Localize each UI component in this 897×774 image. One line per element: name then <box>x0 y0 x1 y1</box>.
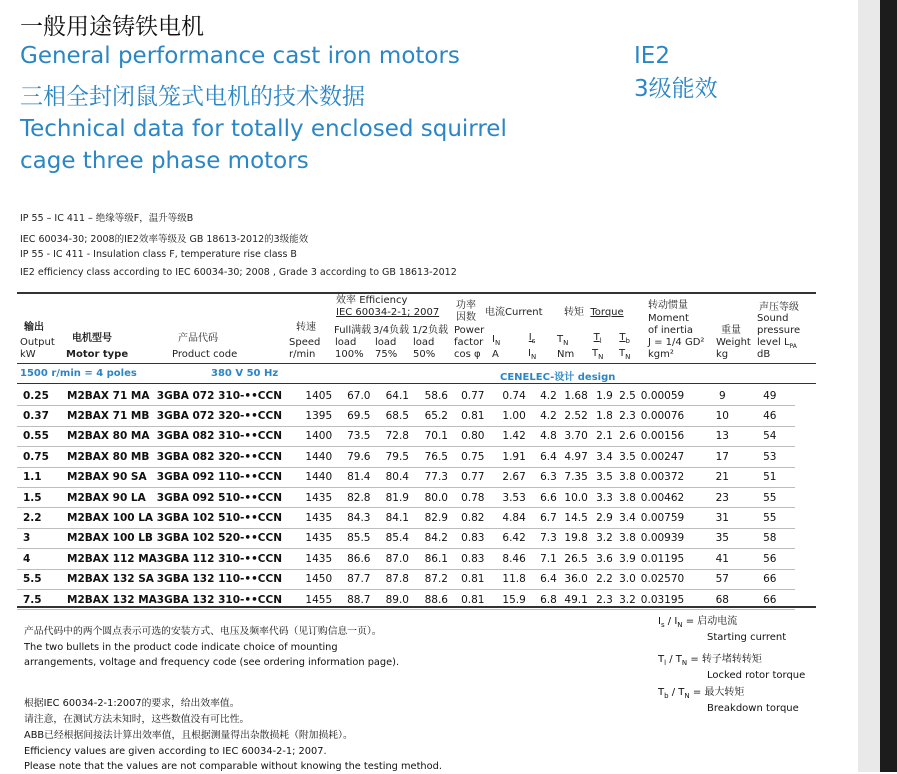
cell-sound-level: 49 <box>763 389 777 402</box>
header-efficiency-title: 效率 Efficiency <box>336 295 408 306</box>
table-bottom-rule <box>17 606 816 608</box>
cell-is-in: 4.8 <box>540 430 557 443</box>
cell-eff-100: 82.8 <box>347 491 371 504</box>
cell-eff-50: 82.9 <box>424 512 448 525</box>
cell-eff-100: 85.5 <box>347 532 371 545</box>
cell-product-code: 3GBA 132 110-••CCN <box>156 573 282 586</box>
header-sound-unit: dB <box>757 349 771 360</box>
table-row <box>17 406 795 426</box>
title-cn-line2: 三相全封闭鼠笼式电机的技术数据 <box>20 84 365 110</box>
header-product-code-cn: 产品代码 <box>178 333 218 344</box>
cell-is-in: 6.3 <box>540 471 557 484</box>
header-output-unit: kW <box>20 349 36 360</box>
header-tn-symbol: $T_N$ <box>557 334 569 347</box>
cell-current-in: 1.42 <box>502 430 526 443</box>
cell-eff-100: 86.6 <box>347 552 371 565</box>
cell-inertia: 0.00939 <box>640 532 685 545</box>
cell-power-factor: 0.78 <box>461 491 485 504</box>
table-row <box>17 487 795 507</box>
header-output-cn: 输出 <box>24 322 44 333</box>
cell-tl-tn: 3.2 <box>596 532 613 545</box>
header-tb-tn-ratio: $T_b$ $T_N$ <box>619 332 631 361</box>
header-in-symbol: $I_N$ <box>492 334 501 347</box>
header-load-word: load <box>335 337 357 348</box>
table-row <box>17 386 795 406</box>
cell-is-in: 7.3 <box>540 532 557 545</box>
cell-torque-tn: 36.0 <box>564 573 588 586</box>
header-sound-en2: pressure <box>757 325 801 336</box>
header-load-word: load <box>413 337 435 348</box>
cell-tl-tn: 3.6 <box>596 552 613 565</box>
cell-current-in: 1.00 <box>502 410 526 423</box>
header-product-code-en: Product code <box>172 349 238 360</box>
cell-output-kw: 0.75 <box>23 450 49 463</box>
cell-speed: 1440 <box>305 450 333 463</box>
cell-product-code: 3GBA 092 110-••CCN <box>156 471 282 484</box>
table-top-rule <box>17 292 816 294</box>
note-line: IP 55 - IC 411 - Insulation class F, temperature rise class B <box>20 249 297 260</box>
cell-product-code: 3GBA 132 310-••CCN <box>156 593 282 606</box>
legend-symbol: $T_l / T_N$ = 转子堵转转矩 <box>658 654 762 667</box>
cell-speed: 1435 <box>305 512 333 525</box>
cell-power-factor: 0.80 <box>461 430 485 443</box>
cell-eff-75: 85.4 <box>385 532 409 545</box>
cell-current-in: 11.8 <box>502 573 526 586</box>
motor-data-table <box>17 386 795 610</box>
header-pf-cn1: 功率 <box>456 300 476 311</box>
legend-symbol: $I_s / I_N$ = 启动电流 <box>658 616 738 629</box>
cell-current-in: 4.84 <box>502 512 526 525</box>
table-row <box>17 528 795 548</box>
cell-tb-tn: 3.0 <box>619 573 636 586</box>
header-output-en: Output <box>20 337 55 348</box>
cell-eff-75: 64.1 <box>385 389 409 402</box>
header-inertia-formula: J = 1/4 GD² <box>648 337 705 348</box>
cell-tb-tn: 2.5 <box>619 389 636 402</box>
cell-torque-tn: 14.5 <box>564 512 588 525</box>
header-speed-en: Speed <box>289 337 321 348</box>
cell-power-factor: 0.77 <box>461 389 485 402</box>
cell-product-code: 3GBA 072 310-••CCN <box>156 389 282 402</box>
footnote-bullets-cn: 产品代码中的两个圆点表示可选的安装方式、电压及频率代码（见订购信息一页）。 <box>24 626 382 637</box>
header-sound-en1: Sound <box>757 313 789 324</box>
cell-speed: 1395 <box>305 410 333 423</box>
cell-tb-tn: 3.8 <box>619 532 636 545</box>
cell-output-kw: 2.2 <box>23 512 42 525</box>
cell-is-in: 4.2 <box>540 389 557 402</box>
cell-eff-75: 72.8 <box>385 430 409 443</box>
cell-eff-75: 87.8 <box>385 573 409 586</box>
cell-tb-tn: 2.3 <box>619 410 636 423</box>
cell-eff-100: 87.7 <box>347 573 371 586</box>
cell-torque-tn: 1.68 <box>564 389 588 402</box>
header-tl-tn-ratio: $T_l$ $T_N$ <box>592 332 604 361</box>
cell-eff-50: 58.6 <box>424 389 448 402</box>
cell-output-kw: 5.5 <box>23 573 42 586</box>
cell-speed: 1450 <box>305 573 333 586</box>
cell-inertia: 0.03195 <box>640 593 685 606</box>
cell-torque-tn: 10.0 <box>564 491 588 504</box>
cell-torque-tn: 4.97 <box>564 450 588 463</box>
cell-eff-75: 84.1 <box>385 512 409 525</box>
viewer-scrollbar[interactable] <box>880 0 897 772</box>
cell-torque-tn: 3.70 <box>564 430 588 443</box>
header-torque: 转矩 Torque <box>564 307 624 318</box>
cell-tl-tn: 1.9 <box>596 389 613 402</box>
cell-sound-level: 66 <box>763 593 777 606</box>
cell-tl-tn: 3.3 <box>596 491 613 504</box>
cell-power-factor: 0.81 <box>461 573 485 586</box>
cell-speed: 1455 <box>305 593 333 606</box>
cell-eff-75: 68.5 <box>385 410 409 423</box>
header-load-12: 1/2负载 <box>412 325 449 336</box>
cell-weight: 17 <box>715 450 729 463</box>
cell-tl-tn: 1.8 <box>596 410 613 423</box>
cell-is-in: 6.8 <box>540 593 557 606</box>
cell-inertia: 0.00156 <box>640 430 685 443</box>
cell-eff-75: 79.5 <box>385 450 409 463</box>
footnote-bullets-en1: The two bullets in the product code indicate choice of mounting <box>24 642 338 653</box>
cell-current-in: 15.9 <box>502 593 526 606</box>
footnote-eff-cn2: 请注意，在测试方法未知时，这些数值没有可比性。 <box>24 714 250 725</box>
cell-power-factor: 0.82 <box>461 512 485 525</box>
cell-eff-50: 76.5 <box>424 450 448 463</box>
cell-speed: 1400 <box>305 430 333 443</box>
cell-product-code: 3GBA 082 320-••CCN <box>156 450 282 463</box>
cell-weight: 13 <box>715 430 729 443</box>
header-load-34: 3/4负载 <box>373 325 410 336</box>
cell-sound-level: 54 <box>763 430 777 443</box>
title-en-line2: Technical data for totally enclosed squirrel <box>20 116 507 142</box>
header-weight-en: Weight <box>716 337 751 348</box>
legend-en: Starting current <box>707 632 787 643</box>
cell-tl-tn: 2.3 <box>596 593 613 606</box>
cell-power-factor: 0.81 <box>461 593 485 606</box>
cell-tl-tn: 3.5 <box>596 471 613 484</box>
cell-speed: 1435 <box>305 491 333 504</box>
header-pf-cn2: 因数 <box>456 312 476 323</box>
cell-eff-50: 87.2 <box>424 573 448 586</box>
header-is-in-ratio: $I_s$ $I_N$ <box>528 332 537 361</box>
header-speed-unit: r/min <box>289 349 316 360</box>
cell-speed: 1435 <box>305 552 333 565</box>
cell-weight: 57 <box>715 573 729 586</box>
cell-tb-tn: 3.5 <box>619 450 636 463</box>
cell-is-in: 7.1 <box>540 552 557 565</box>
cell-eff-50: 84.2 <box>424 532 448 545</box>
cell-eff-100: 88.7 <box>347 593 371 606</box>
cell-inertia: 0.00462 <box>640 491 685 504</box>
cell-tl-tn: 2.9 <box>596 512 613 525</box>
cell-current-in: 2.67 <box>502 471 526 484</box>
header-weight-unit: kg <box>716 349 729 360</box>
cell-motor-type: M2BAX 90 SA <box>67 471 147 484</box>
header-motor-type-en: Motor type <box>66 349 129 360</box>
cell-output-kw: 1.1 <box>23 471 42 484</box>
efficiency-class-cn: 3级能效 <box>634 76 718 102</box>
legend-cn: = 最大转矩 <box>692 687 745 698</box>
table-row <box>17 508 795 528</box>
cell-motor-type: M2BAX 112 MA <box>67 552 157 565</box>
header-full-load: Full满载 <box>334 325 372 336</box>
cell-is-in: 6.4 <box>540 573 557 586</box>
cell-eff-100: 69.5 <box>347 410 371 423</box>
note-line: IP 55 – IC 411 – 绝缘等级F，温升等级B <box>20 213 194 224</box>
cell-output-kw: 3 <box>23 532 31 545</box>
cell-eff-50: 80.0 <box>424 491 448 504</box>
header-load-word: load <box>375 337 397 348</box>
cell-current-in: 1.91 <box>502 450 526 463</box>
header-bottom-rule <box>17 363 816 364</box>
legend-en: Breakdown torque <box>707 703 799 714</box>
cell-eff-75: 89.0 <box>385 593 409 606</box>
footnote-eff-cn3: ABB已经根据间接法计算出效率值，且根据测量得出杂散损耗（附加损耗）。 <box>24 730 353 741</box>
cell-torque-tn: 19.8 <box>564 532 588 545</box>
cell-power-factor: 0.83 <box>461 552 485 565</box>
viewer-gutter <box>858 0 880 772</box>
cell-sound-level: 51 <box>763 471 777 484</box>
footnote-eff-en2: Please note that the values are not comparable without knowing the testing method. <box>24 761 442 772</box>
cell-current-in: 6.42 <box>502 532 526 545</box>
cell-motor-type: M2BAX 100 LB <box>67 532 153 545</box>
title-en-line1: General performance cast iron motors <box>20 43 460 69</box>
cell-weight: 21 <box>715 471 729 484</box>
header-pf-unit: cos φ <box>454 349 481 360</box>
note-line: IEC 60034-30; 2008的IE2效率等级及 GB 18613-2012的3级能效 <box>20 234 309 245</box>
cell-torque-tn: 49.1 <box>564 593 588 606</box>
cell-eff-50: 65.2 <box>424 410 448 423</box>
cell-is-in: 6.4 <box>540 450 557 463</box>
cell-eff-100: 67.0 <box>347 389 371 402</box>
cell-is-in: 6.7 <box>540 512 557 525</box>
header-pct75: 75% <box>375 349 398 360</box>
cell-inertia: 0.01195 <box>640 552 685 565</box>
cell-output-kw: 4 <box>23 552 31 565</box>
cell-tb-tn: 3.8 <box>619 491 636 504</box>
footnote-bullets-en2: arrangements, voltage and frequency code (see ordering information page). <box>24 657 400 668</box>
cell-eff-50: 86.1 <box>424 552 448 565</box>
cell-motor-type: M2BAX 100 LA <box>67 512 154 525</box>
note-line: IE2 efficiency class according to IEC 60034-30; 2008 , Grade 3 according to GB 18613-2012 <box>20 267 457 278</box>
header-inertia-en2: of inertia <box>648 325 694 336</box>
cell-tb-tn: 2.6 <box>619 430 636 443</box>
header-current: 电流Current <box>485 307 543 318</box>
header-tn-unit: Nm <box>557 349 575 360</box>
cell-eff-100: 81.4 <box>347 471 371 484</box>
cell-sound-level: 56 <box>763 552 777 565</box>
header-inertia-unit: kgm² <box>648 349 674 360</box>
cell-tb-tn: 3.4 <box>619 512 636 525</box>
header-inertia-en1: Moment <box>648 313 689 324</box>
cell-tb-tn: 3.9 <box>619 552 636 565</box>
table-row <box>17 569 795 589</box>
cell-weight: 35 <box>715 532 729 545</box>
cell-tl-tn: 2.2 <box>596 573 613 586</box>
cell-weight: 41 <box>715 552 729 565</box>
header-sound-cn: 声压等级 <box>759 302 799 313</box>
legend-en: Locked rotor torque <box>707 670 806 681</box>
cell-output-kw: 0.25 <box>23 389 49 402</box>
cell-output-kw: 7.5 <box>23 593 42 606</box>
cell-product-code: 3GBA 082 310-••CCN <box>156 430 282 443</box>
cell-product-code: 3GBA 092 510-••CCN <box>156 491 282 504</box>
cell-product-code: 3GBA 072 320-••CCN <box>156 410 282 423</box>
cell-product-code: 3GBA 102 510-••CCN <box>156 512 282 525</box>
cell-sound-level: 55 <box>763 491 777 504</box>
cell-eff-75: 80.4 <box>385 471 409 484</box>
band-voltage: 380 V 50 Hz <box>211 368 279 379</box>
legend-symbol: $T_b / T_N$ = 最大转矩 <box>658 687 745 700</box>
cell-sound-level: 53 <box>763 450 777 463</box>
cell-sound-level: 46 <box>763 410 777 423</box>
cell-speed: 1440 <box>305 471 333 484</box>
cell-product-code: 3GBA 112 310-••CCN <box>156 552 282 565</box>
cell-eff-100: 73.5 <box>347 430 371 443</box>
cell-torque-tn: 7.35 <box>564 471 588 484</box>
table-row <box>17 549 795 569</box>
cell-power-factor: 0.81 <box>461 410 485 423</box>
cell-speed: 1405 <box>305 389 333 402</box>
header-speed-cn: 转速 <box>296 322 316 333</box>
cell-inertia: 0.00059 <box>640 389 685 402</box>
cell-inertia: 0.00759 <box>640 512 685 525</box>
footnote-eff-en1: Efficiency values are given according to IEC 60034-2-1; 2007. <box>24 746 327 757</box>
cell-motor-type: M2BAX 80 MB <box>67 450 150 463</box>
title-en-line3: cage three phase motors <box>20 148 309 174</box>
header-pct100: 100% <box>335 349 364 360</box>
header-sound-en3: level $L_{PA}$ <box>757 337 797 350</box>
title-cn-line1: 一般用途铸铁电机 <box>20 14 204 40</box>
cell-output-kw: 0.55 <box>23 430 49 443</box>
cell-weight: 10 <box>715 410 729 423</box>
cell-eff-50: 70.1 <box>424 430 448 443</box>
cell-power-factor: 0.77 <box>461 471 485 484</box>
header-in-unit: A <box>492 349 499 360</box>
cell-weight: 9 <box>718 389 726 402</box>
cell-product-code: 3GBA 102 520-••CCN <box>156 532 282 545</box>
cell-current-in: 8.46 <box>502 552 526 565</box>
cell-sound-level: 55 <box>763 512 777 525</box>
cell-power-factor: 0.75 <box>461 450 485 463</box>
cell-sound-level: 66 <box>763 573 777 586</box>
cell-torque-tn: 2.52 <box>564 410 588 423</box>
cell-tb-tn: 3.2 <box>619 593 636 606</box>
cell-eff-50: 77.3 <box>424 471 448 484</box>
table-row <box>17 467 795 487</box>
cell-output-kw: 0.37 <box>23 410 49 423</box>
cell-weight: 68 <box>715 593 729 606</box>
cell-weight: 31 <box>715 512 729 525</box>
cell-tb-tn: 3.8 <box>619 471 636 484</box>
cell-motor-type: M2BAX 80 MA <box>67 430 150 443</box>
header-inertia-cn: 转动惯量 <box>648 300 688 311</box>
cell-tl-tn: 2.1 <box>596 430 613 443</box>
band-design: CENELEC-设计 design <box>500 372 616 383</box>
cell-current-in: 3.53 <box>502 491 526 504</box>
cell-inertia: 0.00372 <box>640 471 685 484</box>
cell-power-factor: 0.83 <box>461 532 485 545</box>
cell-motor-type: M2BAX 90 LA <box>67 491 146 504</box>
cell-inertia: 0.02570 <box>640 573 685 586</box>
cell-is-in: 6.6 <box>540 491 557 504</box>
cell-motor-type: M2BAX 71 MA <box>67 389 150 402</box>
header-pf-en2: factor <box>454 337 484 348</box>
cell-torque-tn: 26.5 <box>564 552 588 565</box>
header-motor-type-cn: 电机型号 <box>72 333 112 344</box>
cell-motor-type: M2BAX 132 SA <box>67 573 154 586</box>
cell-output-kw: 1.5 <box>23 491 42 504</box>
cell-motor-type: M2BAX 71 MB <box>67 410 150 423</box>
cell-is-in: 4.2 <box>540 410 557 423</box>
legend-cn: = 转子堵转转矩 <box>690 654 762 665</box>
table-row <box>17 426 795 446</box>
footnote-eff-cn1: 根据IEC 60034-2-1:2007的要求，给出效率值。 <box>24 698 240 709</box>
cell-current-in: 0.74 <box>502 389 526 402</box>
cell-tl-tn: 3.4 <box>596 450 613 463</box>
header-efficiency-std: IEC 60034-2-1; 2007 <box>336 307 440 318</box>
cell-inertia: 0.00076 <box>640 410 685 423</box>
cell-eff-100: 79.6 <box>347 450 371 463</box>
band-speed-poles: 1500 r/min = 4 poles <box>20 368 137 379</box>
efficiency-class-code: IE2 <box>634 43 670 69</box>
cell-motor-type: M2BAX 132 MA <box>67 593 157 606</box>
cell-weight: 23 <box>715 491 729 504</box>
header-pct50: 50% <box>413 349 436 360</box>
header-weight-cn: 重量 <box>721 325 741 336</box>
legend-cn: = 启动电流 <box>685 616 738 627</box>
table-row <box>17 447 795 467</box>
cell-eff-50: 88.6 <box>424 593 448 606</box>
cell-eff-100: 84.3 <box>347 512 371 525</box>
cell-sound-level: 58 <box>763 532 777 545</box>
cell-inertia: 0.00247 <box>640 450 685 463</box>
cell-speed: 1435 <box>305 532 333 545</box>
cell-eff-75: 81.9 <box>385 491 409 504</box>
cell-eff-75: 87.0 <box>385 552 409 565</box>
band-bottom-rule <box>17 383 816 384</box>
header-pf-en1: Power <box>454 325 485 336</box>
